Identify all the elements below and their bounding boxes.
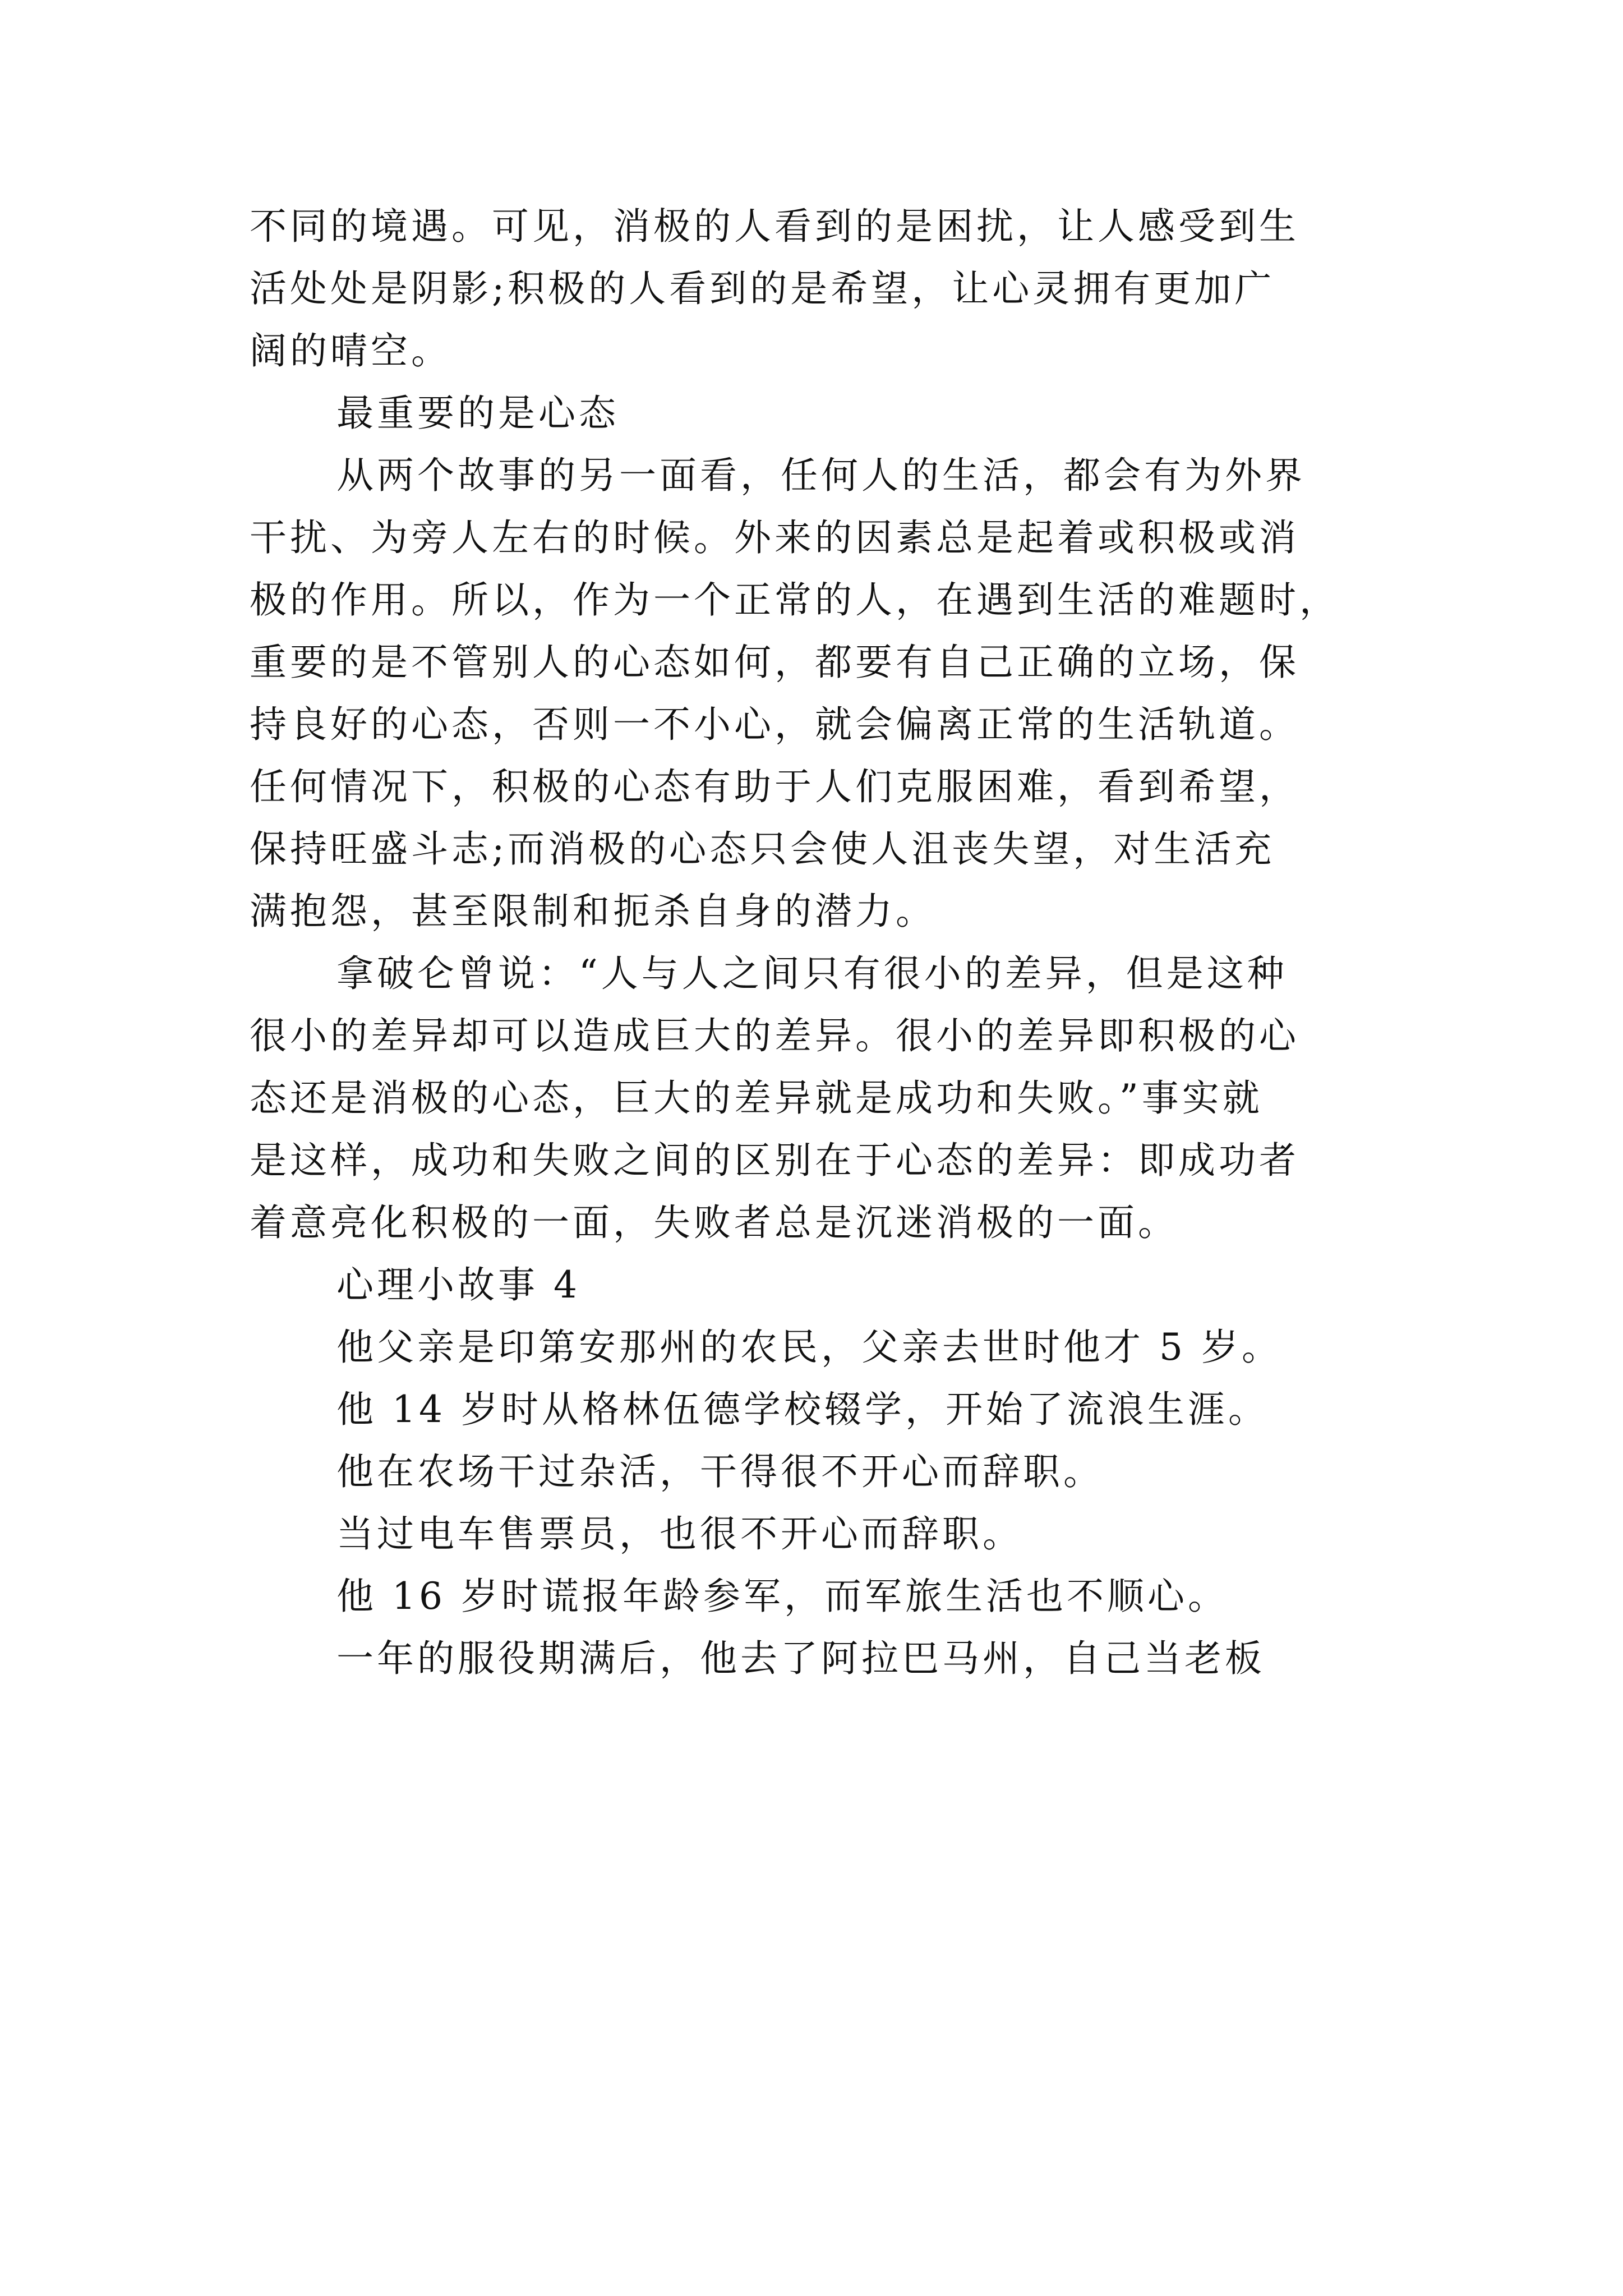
text-line: 很小的差异却可以造成巨大的差异。很小的差异即积极的心 (250, 1014, 1299, 1057)
text-line: 一年的服役期满后，他去了阿拉巴马州，自己当老板 (336, 1637, 1265, 1680)
text-line: 是这样，成功和失败之间的区别在于心态的差异：即成功者 (250, 1139, 1299, 1182)
text-line: 持良好的心态，否则一不小心，就会偏离正常的生活轨道。 (250, 703, 1299, 746)
text-line: 活处处是阴影;积极的人看到的是希望，让心灵拥有更加广 (250, 267, 1275, 310)
text-line: 拿破仑曾说：“人与人之间只有很小的差异，但是这种 (336, 952, 1288, 995)
text-line: 他在农场干过杂活，干得很不开心而辞职。 (336, 1450, 1104, 1493)
text-line: 重要的是不管别人的心态如何，都要有自己正确的立场，保 (250, 641, 1299, 684)
text-line: 任何情况下，积极的心态有助于人们克服困难，看到希望， (250, 765, 1299, 808)
text-line: 着意亮化积极的一面，失败者总是沉迷消极的一面。 (250, 1201, 1178, 1244)
text-line: 干扰、为旁人左右的时候。外来的因素总是起着或积极或消 (250, 516, 1299, 559)
section-heading: 心理小故事 4 (336, 1263, 580, 1306)
text-line: 他 14 岁时从格林伍德学校辍学，开始了流浪生涯。 (336, 1388, 1269, 1431)
section-heading: 最重要的是心态 (336, 392, 619, 435)
text-line: 他 16 岁时谎报年龄参军，而军旅生活也不顺心。 (336, 1575, 1228, 1618)
text-line: 阔的晴空。 (250, 329, 451, 372)
text-line: 不同的境遇。可见，消极的人看到的是困扰，让人感受到生 (250, 205, 1299, 248)
body-text (250, 195, 1388, 1690)
text-line: 保持旺盛斗志;而消极的心态只会使人沮丧失望，对生活充 (250, 827, 1275, 871)
text-line: 当过电车售票员，也很不开心而辞职。 (336, 1512, 1023, 1556)
text-line: 从两个故事的另一面看，任何人的生活，都会有为外界 (336, 454, 1306, 497)
text-line: 极的作用。所以，作为一个正常的人，在遇到生活的难题时， (250, 578, 1340, 622)
text-line: 他父亲是印第安那州的农民，父亲去世时他才 5 岁。 (336, 1326, 1282, 1369)
text-line: 满抱怨，甚至限制和扼杀自身的潜力。 (250, 890, 936, 933)
text-line: 态还是消极的心态，巨大的差异就是成功和失败。”事实就 (250, 1076, 1263, 1120)
